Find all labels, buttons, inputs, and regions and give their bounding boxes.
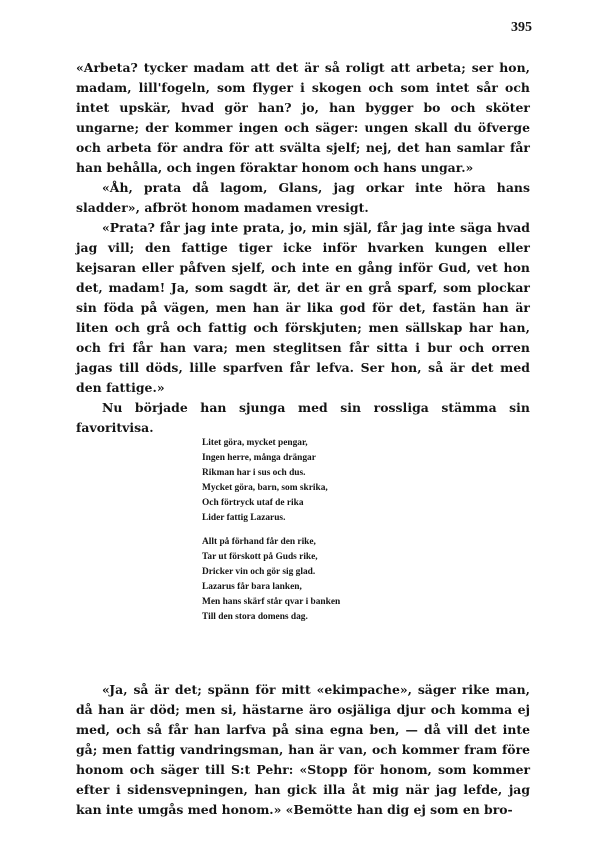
poem-line: Och förtryck utaf de rika: [202, 498, 304, 508]
closing-text: [76, 680, 530, 820]
poem-line: Lazarus får bara lanken,: [202, 582, 302, 592]
main-text: [76, 58, 530, 438]
poem-line: Till den stora domens dag.: [202, 612, 308, 622]
paragraph-ekimpache: «Ja, så är det; spänn för mitt «ekimpache», säger rike man, då han är död; men si, hästarne äro osjäliga djur och komma ej med, och så får han larfva på sina egna ben, — då vill det inte gå; men fattig vandringsman, han är van, och kommer fram före honom och säger till S:t Pehr: «Stopp för honom, som kommer efter i sidensvepningen, han gick illa åt mig när jag lefde, jag kan inte umgås med honom.» «Bemötte han dig ej som en bro-: [76, 682, 530, 817]
poem-line: Tar ut förskott på Guds rike,: [202, 552, 318, 562]
poem-line: Lider fattig Lazarus.: [202, 513, 286, 523]
poem-line: Ingen herre, många drängar: [202, 453, 316, 463]
paragraph-prata: «Prata? får jag inte prata, jo, min själ, får jag inte säga hvad jag vill; den fattige tiger icke inför hvarken kungen eller kejsaran eller påfven sjelf, och inte en gång inför Gud, vet hon det, madam! Ja, som sagdt är, det är en grå sparf, som plockar sin föda på vägen, men han är lika god för det, fastän han är liten och grå och fattig och förskjuten; men sällskap har han, och fri får han vara; men steglitsen får sitta i bur och orren jagas till döds, lille sparfven får lefva. Ser hon, så är det med den fattige.»: [76, 220, 530, 395]
paragraph-prata-lagom: «Åh, prata då lagom, Glans, jag orkar inte höra hans sladder», afbröt honom madamen vresigt.: [76, 180, 530, 215]
poem-line: Litet göra, mycket pengar,: [202, 438, 308, 448]
poem-line: Mycket göra, barn, som skrika,: [202, 483, 328, 493]
poem-stanza-1: [202, 436, 462, 526]
paragraph-favoritvisa: Nu började han sjunga med sin rossliga stämma sin favoritvisa.: [76, 400, 530, 435]
page-number: 395: [511, 20, 532, 35]
poem: [202, 436, 462, 634]
poem-line: Men hans skärf står qvar i banken: [202, 597, 341, 607]
paragraph-arbeta: «Arbeta? tycker madam att det är så roligt att arbeta; ser hon, madam, lill'fogeln, som flyger i skogen och som intet sår och intet upskär, hvad gör han? jo, han bygger bo och sköter ungarne; der kommer ingen och säger: ungen skall du öfverge och arbeta för andra för att svälta sjelf; nej, det han samlar får han behålla, och ingen föraktar honom och hans ungar.»: [76, 60, 530, 175]
poem-line: Dricker vin och gör sig glad.: [202, 567, 316, 577]
poem-stanza-2: [202, 535, 462, 625]
poem-line: Rikman har i sus och dus.: [202, 468, 306, 478]
poem-line: Allt på förhand får den rike,: [202, 537, 316, 547]
